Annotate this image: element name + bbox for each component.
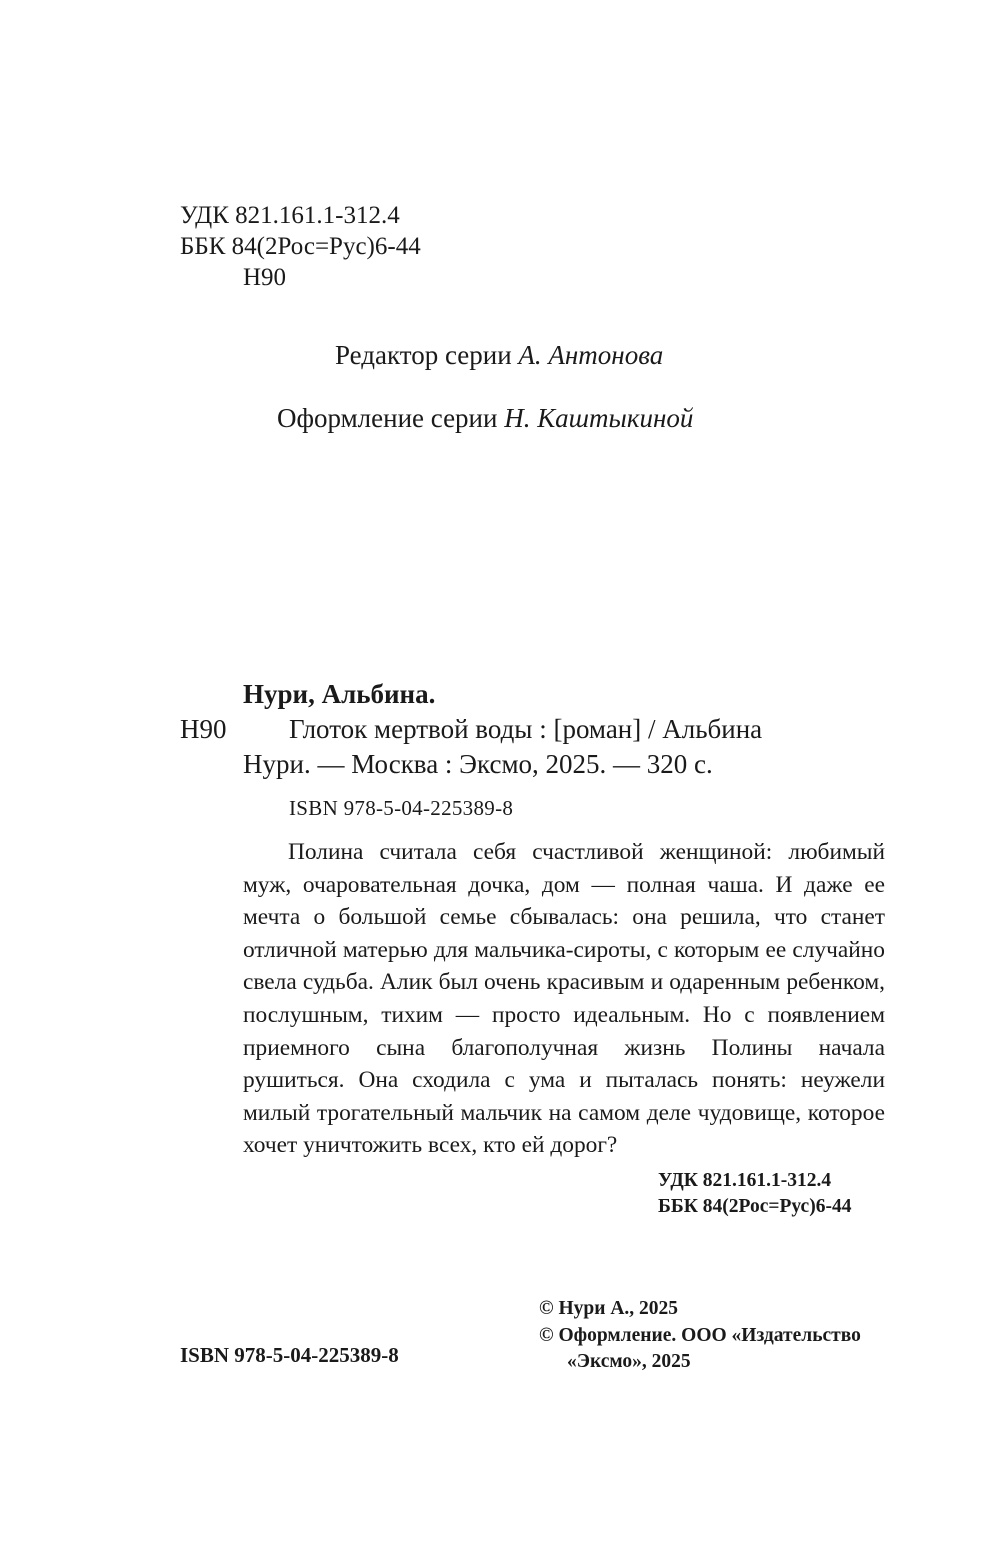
bbk-code-top: ББК 84(2Рос=Рус)6-44 [180,233,421,260]
series-editor-label: Редактор серии [335,340,512,370]
copyright-author: © Нури А., 2025 [539,1298,679,1319]
author-sign-top: Н90 [243,264,287,291]
udk-code-bottom: УДК 821.161.1-312.4 [658,1170,832,1191]
entry-title-line-1: Глоток мертвой воды : [роман] / Альбина [289,714,763,744]
entry-author-sign: Н90 [180,714,227,744]
entry-title-line-2: Нури. — Москва : Эксмо, 2025. — 320 с. [243,749,713,779]
footer-isbn: ISBN 978-5-04-225389-8 [180,1343,399,1367]
series-editor-credit [335,340,663,371]
copyright-design-line-2: «Эксмо», 2025 [567,1351,691,1372]
entry-author-heading: Нури, Альбина. [243,679,436,709]
copyright-design-line-1: © Оформление. ООО «Издательство [539,1325,861,1346]
udk-code-top: УДК 821.161.1-312.4 [180,202,400,229]
bbk-code-bottom: ББК 84(2Рос=Рус)6-44 [658,1196,852,1217]
series-design-credit [277,403,693,434]
series-design-label: Оформление серии [277,403,498,433]
entry-isbn: ISBN 978-5-04-225389-8 [289,796,514,820]
series-design-name: Н. Каштыкиной [504,403,694,433]
annotation-text: Полина считала себя счастливой женщиной: любимый муж, очаровательная дочка, дом — полная чаша. И даже ее мечта о большой семье сбывалась: она решила, что станет отличной матерью для мальчика-сироты, с которым ее случайно свела судьба. Алик был очень красивым и одаренным ребенком, послушным, тихим — просто идеальным. Но с появлением приемного сына благополучная жизнь Полины начала рушиться. Она сходила с ума и пыталась понять: неужели милый трогательный мальчик на самом деле чудовище, которое хочет уничтожить всех, кто ей дорог? [243,839,885,1159]
series-editor-name: А. Антонова [518,340,664,370]
